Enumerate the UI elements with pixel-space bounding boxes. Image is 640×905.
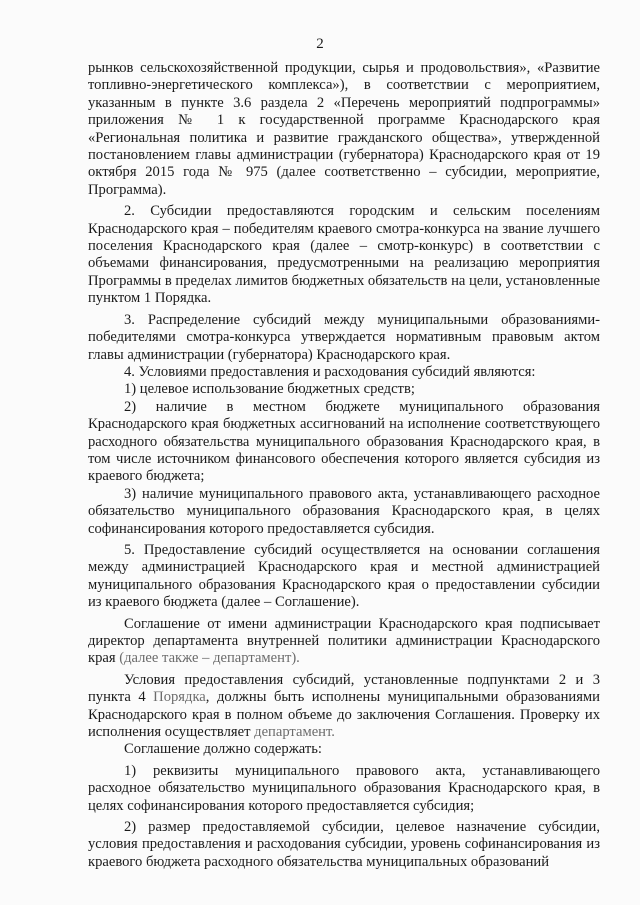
paragraph: рынков сельскохозяйственной продукции, сырья и продовольствия», «Развитие топливно-энергетического комплекса»), в соответствии с мероприятием, указанным в пункте 3.6 раздела 2 «Перечень мероприятий подпрограммы» приложения № 1 к государственной программе Краснодарского края «Региональная политика и развитие гражданского общества», утвержденной постановлением главы администрации (губернатора) Краснодарского края от 19 октября 2015 года № 975 (далее соответственно – субсидии, мероприятие, Программа). bbox=[88, 60, 600, 198]
paragraph: 5. Предоставление субсидий осуществляется на основании соглашения между администрацией Краснодарского края и местной администрацией муниципального образования Краснодарского края о предоставлении субсидии из краевого бюджета (далее – Соглашение). bbox=[88, 541, 600, 611]
paragraph: 1) реквизиты муниципального правового акта, устанавливающего расходное обязательство муниципального образования Краснодарского края, в целях софинансирования которого предоставляется субсидия; bbox=[88, 762, 600, 814]
paragraph: 2) размер предоставляемой субсидии, целевое назначение субсидии, условия предоставления и расходования субсидии, уровень софинансирования из краевого бюджета расходного обязательства муниципальных образований bbox=[88, 819, 600, 870]
paragraph-text: Условия предоставления субсидий, установленные подпунктами 2 и 3 пункта 4 bbox=[88, 671, 600, 706]
paragraph bbox=[88, 616, 600, 668]
paragraph-text: Соглашение от имени администрации Краснодарского края подписывает директор департамента внутренней политики администрации Краснодарского края bbox=[88, 615, 600, 667]
paragraph: 2) наличие в местном бюджете муниципального образования Краснодарского края бюджетных ассигнований на исполнение соответствующего расходного обязательства муниципального образования Краснодарского края, в том числе источником финансового обеспечения которого является субсидия из краевого бюджета; bbox=[88, 398, 600, 485]
paragraph: 2. Субсидии предоставляются городским и сельским поселениям Краснодарского края – победителям краевого смотра-конкурса на звание лучшего поселения Краснодарского края (далее – смотр-конкурс) в соответствии с объемами финансирования, предусмотренными на реализацию мероприятия Программы в пределах лимитов бюджетных обязательств на цели, установленные пунктом 1 Порядка. bbox=[88, 203, 600, 307]
paragraph: 1) целевое использование бюджетных средств; bbox=[124, 381, 415, 398]
paragraph: Соглашение должно содержать: bbox=[124, 741, 322, 758]
paragraph: 3) наличие муниципального правового акта, устанавливающего расходное обязательство муниципального образования Краснодарского края, в целях софинансирования которого предоставляется субсидия. bbox=[88, 485, 600, 537]
paragraph-text: , должны быть исполнены муниципальными образованиями Краснодарского края в полном объеме до заключения Соглашения. Проверку их исполнения осуществляет bbox=[88, 689, 600, 741]
paragraph-faded-text: департамент. bbox=[254, 724, 335, 741]
document-body bbox=[88, 60, 600, 871]
paragraph: 4. Условиями предоставления и расходования субсидий являются: bbox=[124, 363, 536, 380]
paragraph bbox=[88, 672, 600, 742]
page-number: 2 bbox=[316, 36, 324, 52]
paragraph-faded-text: (далее также – департамент). bbox=[119, 650, 300, 667]
paragraph: 3. Распределение субсидий между муниципальными образованиями-победителями смотра-конкурса утверждается нормативным правовым актом главы администрации (губернатора) Краснодарского края. bbox=[88, 311, 600, 363]
paragraph-faded-text: Порядка bbox=[153, 689, 206, 706]
